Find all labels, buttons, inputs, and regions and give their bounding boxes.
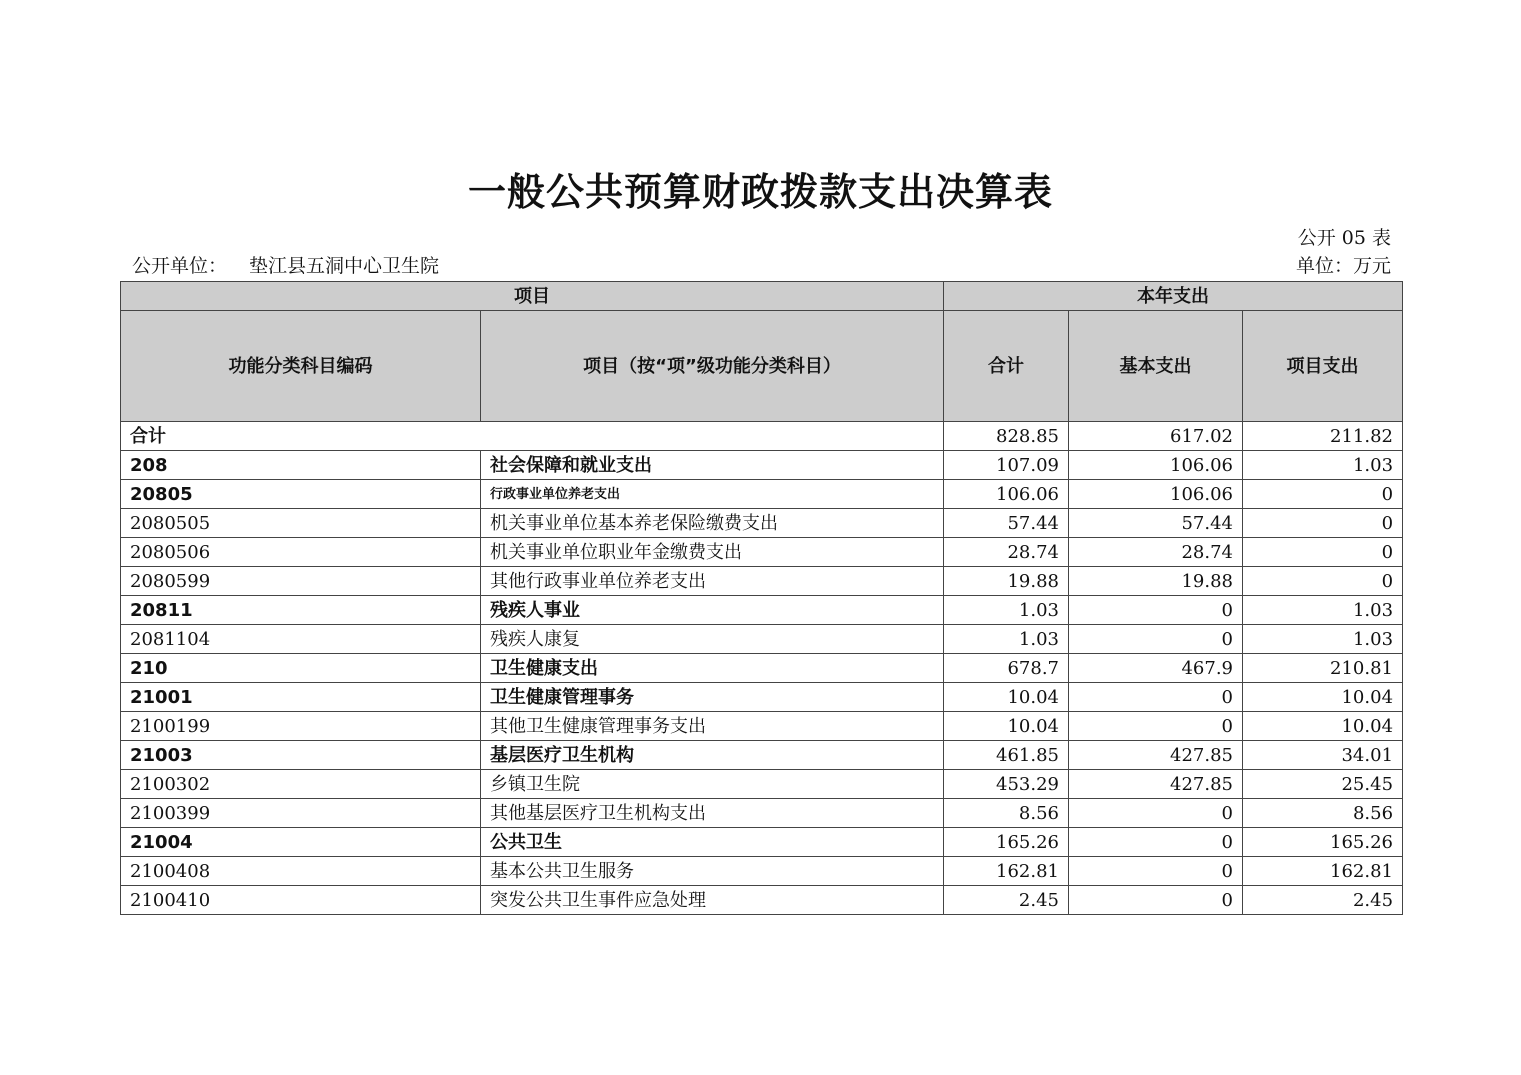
row-name: 乡镇卫生院 — [481, 770, 944, 799]
total-basic: 617.02 — [1069, 422, 1243, 451]
table-row — [121, 451, 1403, 480]
row-code: 210 — [121, 654, 481, 683]
table-row — [121, 886, 1403, 915]
row-total: 461.85 — [944, 741, 1069, 770]
row-project: 0 — [1243, 509, 1403, 538]
row-name: 卫生健康支出 — [481, 654, 944, 683]
table-row — [121, 683, 1403, 712]
row-name: 其他卫生健康管理事务支出 — [481, 712, 944, 741]
row-code: 2100408 — [121, 857, 481, 886]
row-project: 1.03 — [1243, 625, 1403, 654]
row-code: 208 — [121, 451, 481, 480]
row-total: 162.81 — [944, 857, 1069, 886]
header-code: 功能分类科目编码 — [121, 311, 481, 422]
row-total: 19.88 — [944, 567, 1069, 596]
table-row — [121, 741, 1403, 770]
row-project: 210.81 — [1243, 654, 1403, 683]
table-row — [121, 828, 1403, 857]
row-project: 0 — [1243, 538, 1403, 567]
organization-label: 公开单位： — [132, 255, 228, 277]
row-basic: 427.85 — [1069, 741, 1243, 770]
table-row — [121, 799, 1403, 828]
row-name: 社会保障和就业支出 — [481, 451, 944, 480]
header-group-row — [121, 282, 1403, 311]
row-code: 20805 — [121, 480, 481, 509]
row-name: 卫生健康管理事务 — [481, 683, 944, 712]
row-project: 10.04 — [1243, 712, 1403, 741]
row-total: 165.26 — [944, 828, 1069, 857]
row-total: 57.44 — [944, 509, 1069, 538]
table-row — [121, 567, 1403, 596]
row-name: 残疾人康复 — [481, 625, 944, 654]
row-code: 2100399 — [121, 799, 481, 828]
header-group-spend: 本年支出 — [944, 282, 1403, 311]
total-label: 合计 — [121, 422, 944, 451]
row-project: 0 — [1243, 567, 1403, 596]
row-total: 107.09 — [944, 451, 1069, 480]
row-code: 21003 — [121, 741, 481, 770]
row-basic: 0 — [1069, 886, 1243, 915]
row-project: 8.56 — [1243, 799, 1403, 828]
header-basic: 基本支出 — [1069, 311, 1243, 422]
row-code: 2100410 — [121, 886, 481, 915]
row-code: 2080599 — [121, 567, 481, 596]
row-basic: 28.74 — [1069, 538, 1243, 567]
row-basic: 467.9 — [1069, 654, 1243, 683]
row-project: 34.01 — [1243, 741, 1403, 770]
row-name: 机关事业单位职业年金缴费支出 — [481, 538, 944, 567]
row-total: 10.04 — [944, 712, 1069, 741]
row-basic: 0 — [1069, 625, 1243, 654]
row-basic: 0 — [1069, 828, 1243, 857]
table-number: 公开 05 表 — [1297, 227, 1391, 249]
row-code: 21001 — [121, 683, 481, 712]
header-column-row — [121, 311, 1403, 422]
table-row — [121, 596, 1403, 625]
table-row — [121, 538, 1403, 567]
page-title: 一般公共预算财政拨款支出决算表 — [467, 169, 1053, 214]
row-project: 10.04 — [1243, 683, 1403, 712]
organization — [132, 254, 439, 278]
total-project: 211.82 — [1243, 422, 1403, 451]
row-project: 2.45 — [1243, 886, 1403, 915]
row-basic: 427.85 — [1069, 770, 1243, 799]
row-code: 2100302 — [121, 770, 481, 799]
row-total: 8.56 — [944, 799, 1069, 828]
row-code: 2080506 — [121, 538, 481, 567]
row-total: 1.03 — [944, 596, 1069, 625]
row-total: 106.06 — [944, 480, 1069, 509]
expenditure-table — [120, 281, 1403, 915]
header-name: 项目（按“项”级功能分类科目） — [481, 311, 944, 422]
row-name: 基本公共卫生服务 — [481, 857, 944, 886]
row-total: 10.04 — [944, 683, 1069, 712]
header-total: 合计 — [944, 311, 1069, 422]
header-project: 项目支出 — [1243, 311, 1403, 422]
table-row — [121, 480, 1403, 509]
row-basic: 0 — [1069, 683, 1243, 712]
row-name: 其他行政事业单位养老支出 — [481, 567, 944, 596]
table-row — [121, 712, 1403, 741]
row-total: 2.45 — [944, 886, 1069, 915]
row-name: 行政事业单位养老支出 — [481, 480, 944, 509]
row-total: 1.03 — [944, 625, 1069, 654]
row-name: 其他基层医疗卫生机构支出 — [481, 799, 944, 828]
row-project: 1.03 — [1243, 451, 1403, 480]
row-basic: 0 — [1069, 857, 1243, 886]
row-name: 基层医疗卫生机构 — [481, 741, 944, 770]
row-basic: 0 — [1069, 712, 1243, 741]
row-project: 0 — [1243, 480, 1403, 509]
row-project: 165.26 — [1243, 828, 1403, 857]
total-row — [121, 422, 1403, 451]
row-basic: 106.06 — [1069, 451, 1243, 480]
row-code: 20811 — [121, 596, 481, 625]
row-basic: 0 — [1069, 799, 1243, 828]
row-basic: 57.44 — [1069, 509, 1243, 538]
row-code: 2080505 — [121, 509, 481, 538]
table-row — [121, 625, 1403, 654]
row-name: 公共卫生 — [481, 828, 944, 857]
row-total: 28.74 — [944, 538, 1069, 567]
row-name: 残疾人事业 — [481, 596, 944, 625]
table-row — [121, 654, 1403, 683]
organization-name: 垫江县五洞中心卫生院 — [249, 255, 440, 277]
row-code: 21004 — [121, 828, 481, 857]
row-basic: 106.06 — [1069, 480, 1243, 509]
row-code: 2081104 — [121, 625, 481, 654]
row-project: 162.81 — [1243, 857, 1403, 886]
total-total: 828.85 — [944, 422, 1069, 451]
table-row — [121, 770, 1403, 799]
header-group-item: 项目 — [121, 282, 944, 311]
unit-line — [132, 254, 1391, 278]
row-project: 1.03 — [1243, 596, 1403, 625]
row-name: 突发公共卫生事件应急处理 — [481, 886, 944, 915]
row-total: 453.29 — [944, 770, 1069, 799]
row-name: 机关事业单位基本养老保险缴费支出 — [481, 509, 944, 538]
row-basic: 0 — [1069, 596, 1243, 625]
table-row — [121, 857, 1403, 886]
row-basic: 19.88 — [1069, 567, 1243, 596]
row-total: 678.7 — [944, 654, 1069, 683]
row-code: 2100199 — [121, 712, 481, 741]
table-row — [121, 509, 1403, 538]
money-unit: 单位：万元 — [1295, 255, 1391, 277]
row-project: 25.45 — [1243, 770, 1403, 799]
